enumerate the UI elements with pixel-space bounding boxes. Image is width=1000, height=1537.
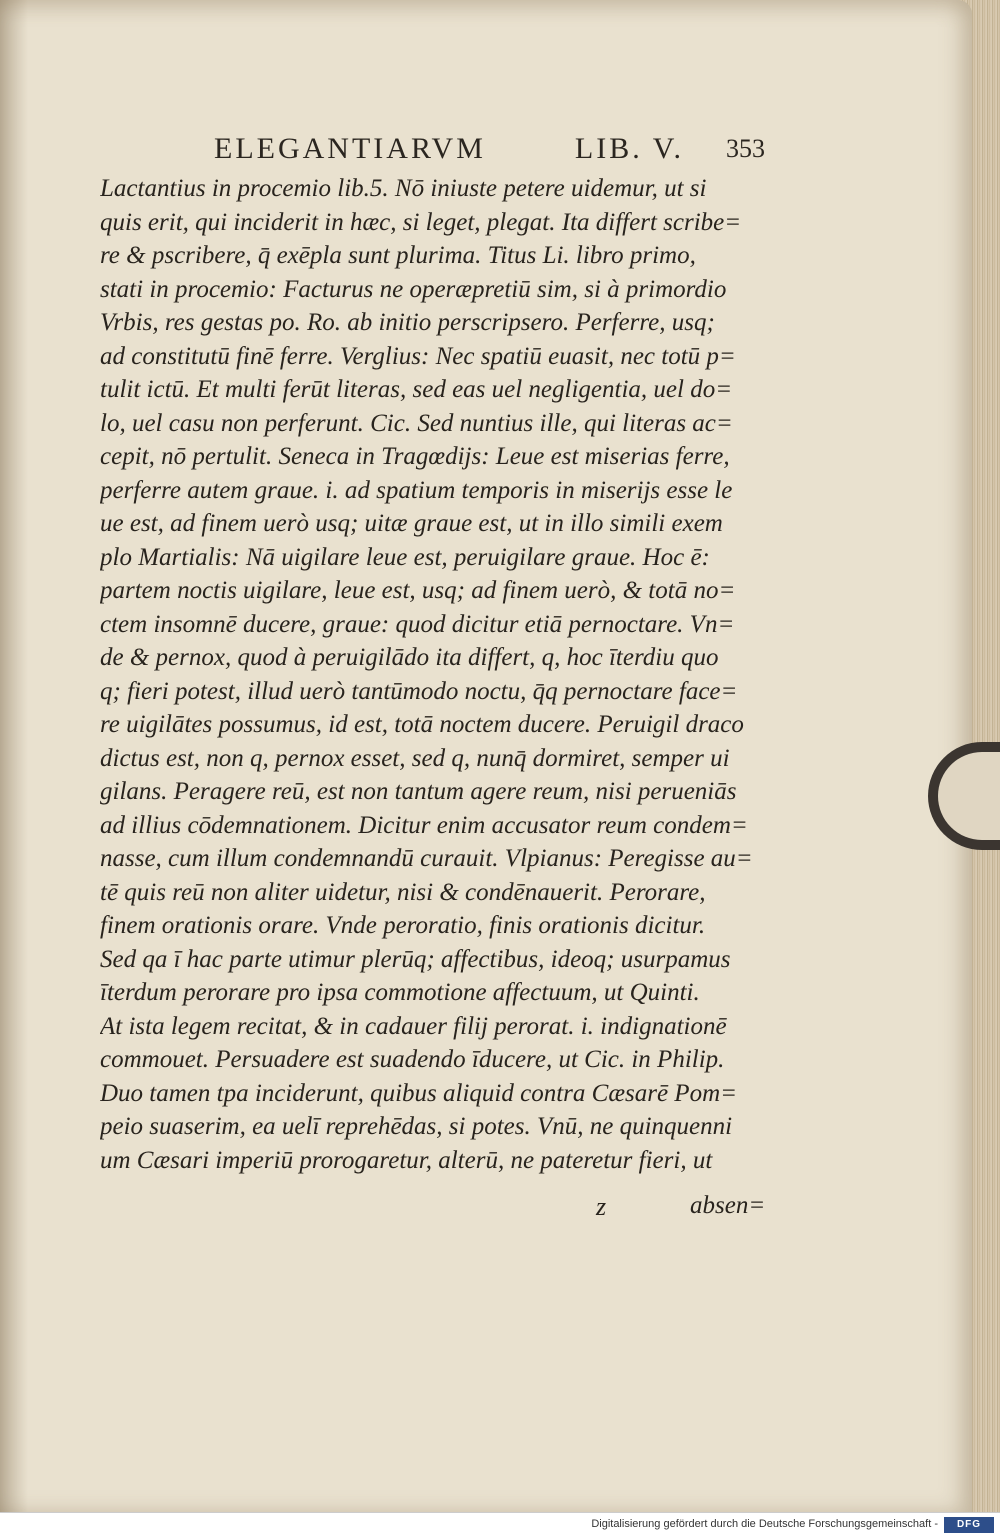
text-line: ue est, ad finem uerò usq; uitæ graue est, ut in illo simili exem bbox=[100, 510, 723, 537]
text-line: At ista legem recitat, & in cadauer filij perorat. i. indignationē bbox=[100, 1012, 727, 1040]
dfg-logo: DFG bbox=[944, 1517, 994, 1533]
text-line: re & pscribere, q̄ exēpla sunt plurima. Titus Li. libro primo, bbox=[100, 242, 696, 269]
text-line: re uigilātes possumus, id est, totā noctem ducere. Peruigil draco bbox=[100, 711, 744, 738]
running-head bbox=[214, 132, 684, 166]
catchword: absen= bbox=[690, 1192, 766, 1219]
text-body bbox=[100, 172, 780, 1177]
text-line: Duo tamen tpa inciderunt, quibus aliquid contra Cæsarē Pom= bbox=[100, 1079, 737, 1107]
text-line: ad constitutū finē ferre. Verglius: Nec spatiū euasit, nec totū p= bbox=[100, 342, 736, 370]
gutter-shadow bbox=[0, 0, 28, 1512]
text-line: quis erit, qui inciderit in hæc, si leget, plegat. Ita differt scribe= bbox=[100, 208, 742, 236]
text-line: perferre autem graue. i. ad spatium temporis in miserijs esse le bbox=[100, 476, 733, 504]
text-line: īterdum perorare pro ipsa commotione affectuum, ut Quinti. bbox=[100, 979, 700, 1006]
text-line: Lactantius in procemio lib.5. Nō iniuste petere uidemur, ut si bbox=[100, 175, 707, 202]
footer-credit: Digitalisierung gefördert durch die Deutsche Forschungsgemeinschaft - bbox=[591, 1518, 938, 1530]
text-line: lo, uel casu non perferunt. Cic. Sed nuntius ille, qui literas ac= bbox=[100, 409, 733, 437]
text-line: dictus est, non q, pernox esset, sed q, nunq̄ dormiret, semper ui bbox=[100, 744, 730, 772]
signature-mark: z bbox=[596, 1192, 607, 1221]
running-head-title: ELEGANTIARVM bbox=[214, 132, 486, 165]
text-line: tē quis reū non aliter uidetur, nisi & condēnauerit. Perorare, bbox=[100, 878, 706, 906]
footer-bar bbox=[0, 1512, 1000, 1537]
text-line: ctem insomnē ducere, graue: quod dicitur etiā pernoctare. Vn= bbox=[100, 610, 735, 638]
text-line: cepit, nō pertulit. Seneca in Tragœdijs: Leue est miserias ferre, bbox=[100, 443, 730, 470]
text-line: gilans. Peragere reū, est non tantum agere reum, nisi perueniās bbox=[100, 778, 737, 805]
text-line: ad illius cōdemnationem. Dicitur enim accusator reum condem= bbox=[100, 811, 748, 839]
running-head-book: LIB. V. bbox=[574, 132, 684, 165]
text-line: Vrbis, res gestas po. Ro. ab initio perscripsero. Perferre, usq; bbox=[100, 309, 715, 336]
text-line: q; fieri potest, illud uerò tantūmodo noctu, q̄q pernoctare face= bbox=[100, 677, 738, 705]
text-line: Sed qa ī hac parte utimur plerūq; affectibus, ideoq; usurpamus bbox=[100, 945, 731, 973]
text-line: peio suaserim, ea uelī reprehēdas, si potes. Vnū, ne quinquenni bbox=[100, 1113, 733, 1140]
text-line: de & pernox, quod à peruigilādo ita differt, q, hoc īterdiu quo bbox=[100, 644, 719, 671]
text-line: stati in procemio: Facturus ne operæpretiū sim, si à primordio bbox=[100, 275, 727, 303]
text-line: finem orationis orare. Vnde peroratio, finis orationis dicitur. bbox=[100, 912, 706, 939]
text-line: um Cæsari imperiū prorogaretur, alterū, ne pateretur fieri, ut bbox=[100, 1146, 713, 1174]
text-line: commouet. Persuadere est suadendo īducere, ut Cic. in Philip. bbox=[100, 1046, 725, 1073]
text-line: nasse, cum illum condemnandū curauit. Vlpianus: Peregisse au= bbox=[100, 845, 753, 872]
text-line: partem noctis uigilare, leue est, usq; ad finem uerò, & totā no= bbox=[100, 577, 736, 604]
text-line: plo Martialis: Nā uigilare leue est, peruigilare graue. Hoc ē: bbox=[100, 543, 710, 571]
page-number: 353 bbox=[726, 134, 765, 163]
text-line: tulit ictū. Et multi ferūt literas, sed eas uel negligentia, uel do= bbox=[100, 376, 733, 403]
